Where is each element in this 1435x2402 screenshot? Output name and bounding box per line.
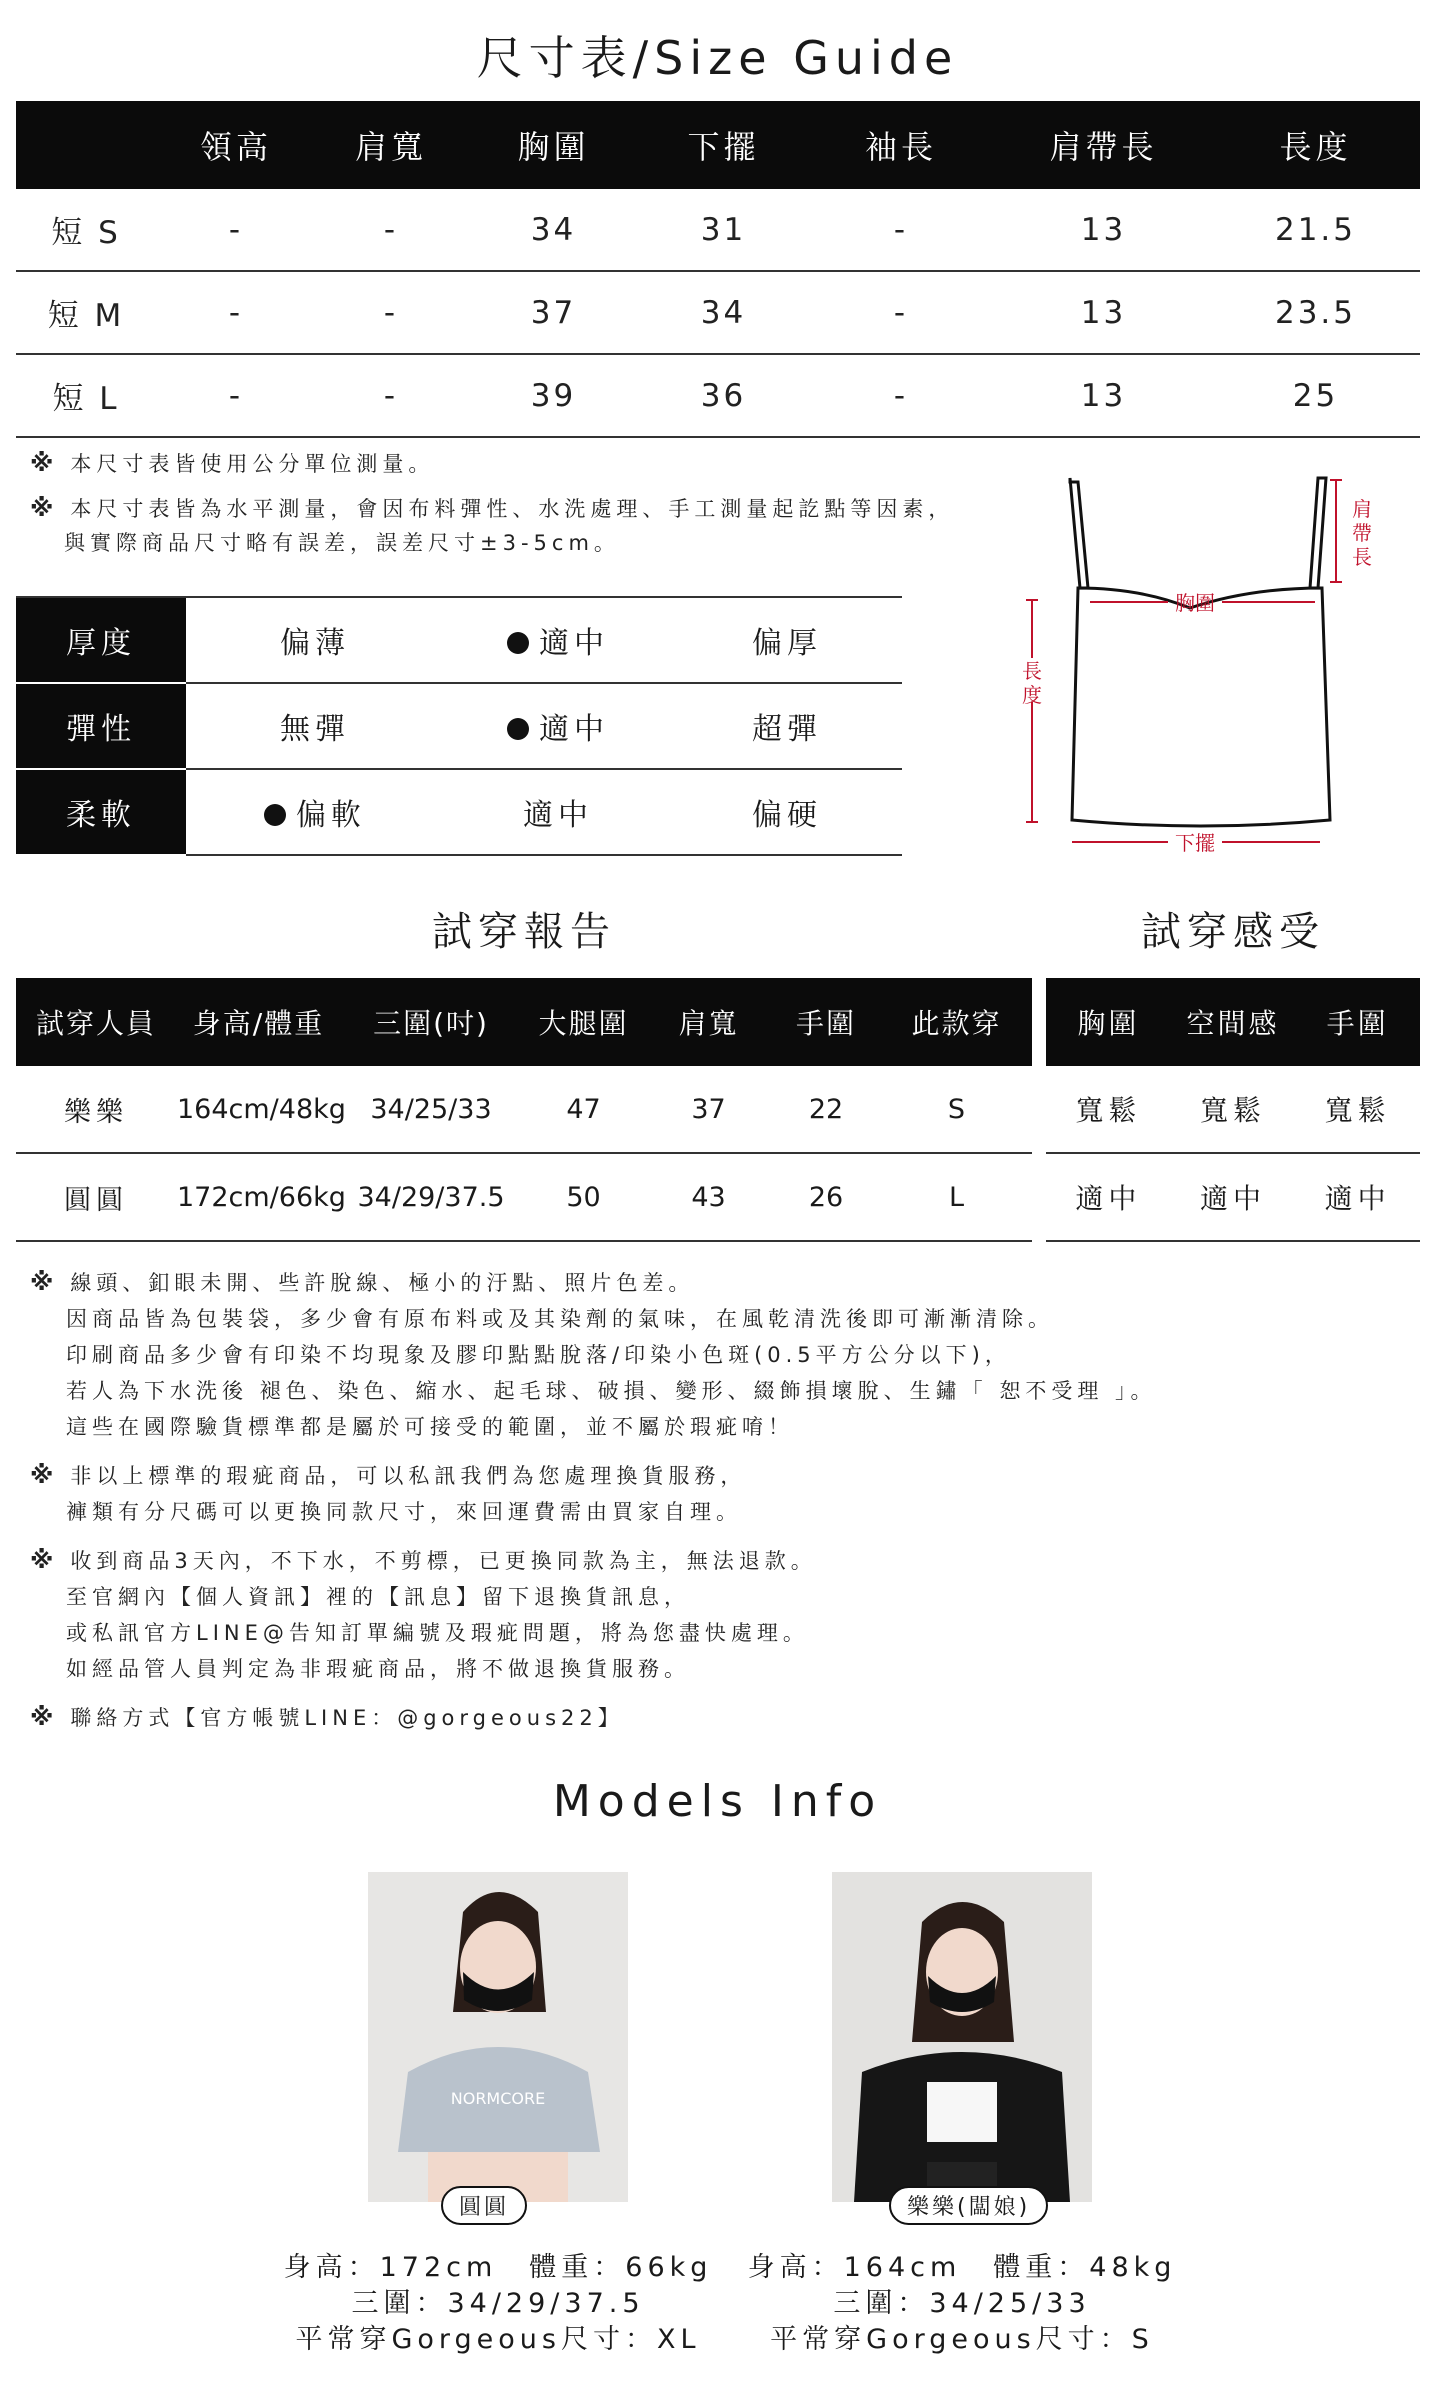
fabric-option-selected [444, 597, 672, 683]
cell: 21.5 [1211, 189, 1420, 271]
model-name-tag: 圓圓 [441, 2186, 527, 2225]
fabric-option-text: 適中 [539, 712, 609, 747]
fabric-option-text: 偏軟 [296, 798, 366, 833]
size-table-header [16, 101, 1420, 189]
fabric-table [16, 596, 902, 856]
cell: 43 [646, 1153, 771, 1241]
garment-diagram [1000, 470, 1400, 870]
model-name-tag: 樂樂(闆娘) [889, 2186, 1048, 2225]
strap-label: 長 [1352, 545, 1372, 569]
note-line: 這些在國際驗貨標準都是屬於可接受的範圍，並不屬於瑕疵唷！ [66, 1415, 794, 1439]
header-cell: 袖長 [806, 101, 996, 189]
header-cell: 此款穿 [881, 978, 1032, 1066]
header-cell: 試穿人員 [16, 978, 176, 1066]
note-line: 非以上標準的瑕疵商品，可以私訊我們為您處理換貨服務， [70, 1464, 747, 1488]
tryon-header [16, 978, 1032, 1066]
fabric-option [444, 769, 672, 855]
note-mark: ※ [30, 1703, 59, 1731]
cell: 164cm/48kg [176, 1066, 341, 1153]
fabric-option-text: 偏厚 [752, 626, 822, 661]
cell: 34/29/37.5 [341, 1153, 521, 1241]
size-table [16, 101, 1420, 438]
note-line: 至官網內【個人資訊】裡的【訊息】留下退換貨訊息， [66, 1585, 690, 1609]
fabric-label: 厚度 [16, 597, 186, 683]
header-cell: 下擺 [641, 101, 806, 189]
shirt-print: NORMCORE [450, 2089, 546, 2108]
size-label: 短 M [16, 271, 156, 354]
fabric-row [16, 769, 902, 855]
fabric-option-selected [444, 683, 672, 769]
fabric-option [186, 597, 444, 683]
cell: 22 [771, 1066, 881, 1153]
cell: 31 [641, 189, 806, 271]
cell: - [806, 271, 996, 354]
note-line: 印刷商品多少會有印染不均現象及膠印點點脫落/印染小色斑(0.5平方公分以下)， [66, 1343, 1011, 1367]
table-row [1046, 1066, 1420, 1153]
policy-notes [30, 1264, 1410, 1736]
header-cell: 胸圍 [1046, 978, 1171, 1066]
model-figure-icon [832, 1872, 1092, 2202]
table-row [16, 271, 1420, 354]
note-line: 本尺寸表皆為水平測量，會因布料彈性、水洗處理、手工測量起訖點等因素， [70, 497, 955, 521]
note-line: 本尺寸表皆使用公分單位測量。 [70, 452, 435, 476]
feel-table [1046, 978, 1420, 1242]
header-cell [16, 101, 156, 189]
cell: 172cm/66kg [176, 1153, 341, 1241]
note-mark: ※ [30, 1546, 59, 1574]
cell: - [156, 189, 316, 271]
tryon-table [16, 978, 1032, 1242]
cell: 寬鬆 [1171, 1066, 1296, 1153]
cell: 寬鬆 [1046, 1066, 1171, 1153]
fabric-option [186, 683, 444, 769]
header-cell: 胸圍 [466, 101, 641, 189]
cell: 13 [996, 354, 1211, 437]
header-cell: 肩帶長 [996, 101, 1211, 189]
note-line: 若人為下水洗後 褪色、染色、縮水、起毛球、破損、變形、綴飾損壞脫、生鏽「 恕不受理 」。 [66, 1379, 1157, 1403]
cell: 37 [466, 271, 641, 354]
fabric-option-text: 偏硬 [752, 798, 822, 833]
cell: 34/25/33 [341, 1066, 521, 1153]
size-label: 短 S [16, 189, 156, 271]
cell: 樂樂 [16, 1066, 176, 1153]
fabric-option [672, 683, 902, 769]
left-strap-icon [1070, 478, 1088, 588]
fabric-option [672, 769, 902, 855]
size-label: 短 L [16, 354, 156, 437]
fabric-option-text: 適中 [539, 626, 609, 661]
fabric-option-selected [186, 769, 444, 855]
fabric-label: 柔軟 [16, 769, 186, 855]
header-cell: 三圍(吋) [341, 978, 521, 1066]
cell: 36 [641, 354, 806, 437]
header-cell: 手圍 [771, 978, 881, 1066]
cell: - [806, 354, 996, 437]
note-line: 或私訊官方LINE@告知訂單編號及瑕疵問題，將為您盡快處理。 [66, 1621, 809, 1645]
tryon-title: 試穿報告 [432, 909, 616, 955]
strap-label: 帶 [1352, 521, 1372, 545]
model-figure-icon [368, 1872, 628, 2202]
cell: 適中 [1046, 1153, 1171, 1241]
fabric-option-text: 無彈 [280, 712, 350, 747]
feel-title: 試穿感受 [1141, 909, 1325, 955]
cell: 26 [771, 1153, 881, 1241]
cell: 25 [1211, 354, 1420, 437]
header-cell: 領高 [156, 101, 316, 189]
header-cell: 手圍 [1295, 978, 1420, 1066]
chest-label: 胸圍 [1175, 591, 1215, 615]
fabric-row [16, 683, 902, 769]
fabric-row [16, 597, 902, 683]
header-cell: 長度 [1211, 101, 1420, 189]
model-info-line: 平常穿Gorgeous尺寸：S [770, 2324, 1154, 2355]
fabric-option-text: 超彈 [752, 712, 822, 747]
note-line: 線頭、釦眼未開、些許脫線、極小的汙點、照片色差。 [70, 1271, 695, 1295]
garment-body-icon [1072, 588, 1330, 826]
cell: 適中 [1171, 1153, 1296, 1241]
length-label: 度 [1022, 683, 1042, 707]
cell: S [881, 1066, 1032, 1153]
selected-dot-icon [264, 804, 286, 826]
right-strap-icon [1310, 478, 1326, 588]
models-title: Models Info [552, 1776, 883, 1827]
fabric-label: 彈性 [16, 683, 186, 769]
cell: 47 [521, 1066, 646, 1153]
note-mark: ※ [30, 1268, 59, 1296]
hem-label: 下擺 [1175, 831, 1215, 855]
header-cell: 身高/體重 [176, 978, 341, 1066]
cell: L [881, 1153, 1032, 1241]
table-row [16, 354, 1420, 437]
model-info-left [268, 2250, 728, 2358]
header-cell: 空間感 [1171, 978, 1296, 1066]
table-row [16, 1066, 1032, 1153]
note-mark: ※ [30, 494, 59, 522]
cell: 34 [466, 189, 641, 271]
length-label: 長 [1022, 659, 1042, 683]
model-photo-right [832, 1872, 1092, 2202]
cell: 寬鬆 [1295, 1066, 1420, 1153]
note-line: 聯絡方式【官方帳號LINE：@gorgeous22】 [70, 1706, 624, 1730]
cell: - [316, 189, 466, 271]
table-row [16, 189, 1420, 271]
cell: - [156, 354, 316, 437]
cell: 34 [641, 271, 806, 354]
cell: 適中 [1295, 1153, 1420, 1241]
model-info-right [732, 2250, 1192, 2358]
feel-header [1046, 978, 1420, 1066]
model-info-line: 身高：172cm 體重：66kg [283, 2252, 713, 2283]
strap-label: 肩 [1352, 497, 1372, 521]
header-cell: 肩寬 [646, 978, 771, 1066]
model-photo-left [368, 1872, 628, 2202]
note-line: 收到商品3天內，不下水，不剪標，已更換同款為主，無法退款。 [70, 1549, 817, 1573]
model-info-line: 三圍：34/25/33 [833, 2288, 1091, 2319]
cell: - [806, 189, 996, 271]
note-mark: ※ [30, 1461, 59, 1489]
model-info-line: 三圍：34/29/37.5 [351, 2288, 645, 2319]
model-info-line: 身高：164cm 體重：48kg [747, 2252, 1177, 2283]
fabric-option-text: 偏薄 [280, 626, 350, 661]
note-line: 與實際商品尺寸略有誤差，誤差尺寸±3-5cm。 [64, 531, 620, 555]
cell: 23.5 [1211, 271, 1420, 354]
table-row [16, 1153, 1032, 1241]
cell: 39 [466, 354, 641, 437]
note-line: 因商品皆為包裝袋，多少會有原布料或及其染劑的氣味，在風乾清洗後即可漸漸清除。 [66, 1307, 1054, 1331]
header-cell: 大腿圍 [521, 978, 646, 1066]
fabric-option [672, 597, 902, 683]
model-info-line: 平常穿Gorgeous尺寸：XL [295, 2324, 701, 2355]
cell: 37 [646, 1066, 771, 1153]
cell: 13 [996, 189, 1211, 271]
size-guide-title: 尺寸表/Size Guide [476, 31, 959, 85]
table-row [1046, 1153, 1420, 1241]
fabric-option-text: 適中 [523, 798, 593, 833]
selected-dot-icon [507, 632, 529, 654]
measurement-notes [30, 446, 990, 560]
cell: - [316, 271, 466, 354]
cell: - [316, 354, 466, 437]
note-line: 褲類有分尺碼可以更換同款尺寸，來回運費需由買家自理。 [66, 1500, 742, 1524]
cell: 50 [521, 1153, 646, 1241]
note-line: 如經品管人員判定為非瑕疵商品，將不做退換貨服務。 [66, 1657, 690, 1681]
header-cell: 肩寬 [316, 101, 466, 189]
note-mark: ※ [30, 449, 59, 477]
cell: 圓圓 [16, 1153, 176, 1241]
cell: - [156, 271, 316, 354]
cell: 13 [996, 271, 1211, 354]
selected-dot-icon [507, 718, 529, 740]
